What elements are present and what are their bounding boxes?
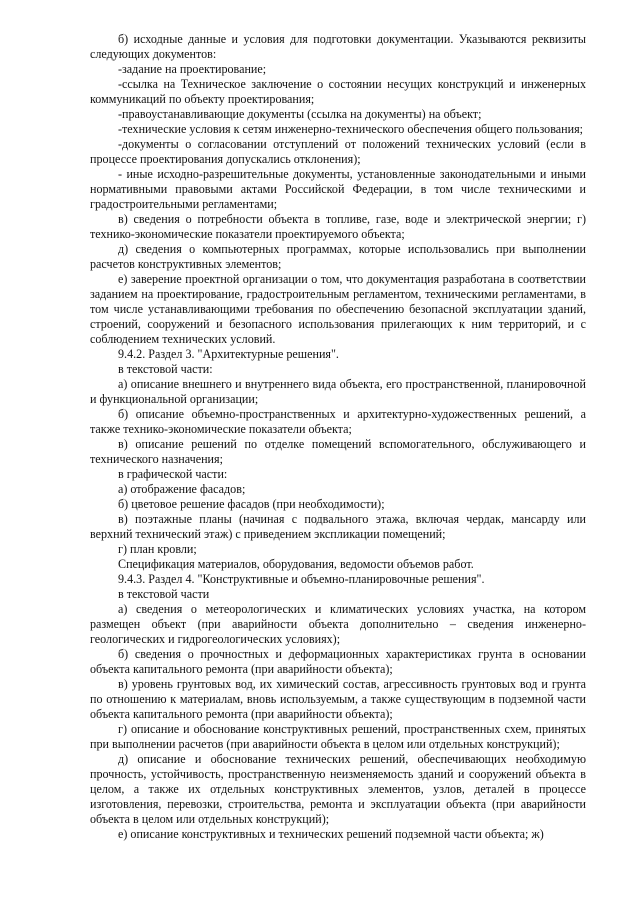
list-item-other-permits: - иные исходно-разрешительные документы, установленные законодательными и иными нормативными правовыми актами Российской Федерации, в том числе техническими и градостроительными регламентами; (90, 167, 586, 211)
list-item-floor-plans: в) поэтажные планы (начиная с подвального этажа, включая чердак, мансарду или верхний технический этаж) с приведением экспликации помещений; (90, 512, 586, 541)
paragraph-resource-needs: в) сведения о потребности объекта в топливе, газе, воде и электрической энергии; г) технико-экономические показатели проектируемого объекта; (90, 212, 586, 241)
list-item-title-documents: -правоустанавливающие документы (ссылка на документы) на объект; (118, 107, 482, 121)
paragraph-technical-solutions: д) описание и обоснование технических решений, обеспечивающих необходимую прочность, устойчивость, пространственную неизменяемость зданий и сооружений объекта в целом, а также их отдельных конструктивных элементов, узлов, деталей в процессе изготовления, перевозки, строительства, ремонта и эксплуатации объекта (при аварийности объекта в целом или отдельных конструкций); (90, 752, 586, 826)
list-item-deviation-documents: -документы о согласовании отступлений от положений технических условий (если в процессе проектирования допускались отклонения); (90, 137, 586, 166)
subheading-text-part-2: в текстовой части (118, 587, 210, 601)
paragraph-specification: Спецификация материалов, оборудования, ведомости объемов работ. (118, 557, 474, 571)
paragraph-soil: б) сведения о прочностных и деформационных характеристиках грунта в основании объекта капитального ремонта (при аварийности объекта); (90, 647, 586, 676)
paragraph-initial-data: б) исходные данные и условия для подготовки документации. Указываются реквизиты следующих документов: (90, 32, 586, 61)
subheading-graphic-part: в графической части: (118, 467, 228, 481)
list-item-technical-conclusion: -ссылка на Техническое заключение о состоянии несущих конструкций и инженерных коммуникаций по объекту проектирования; (90, 77, 586, 106)
paragraph-volume-solutions: б) описание объемно-пространственных и архитектурно-художественных решений, а также технико-экономические показатели объекта; (90, 407, 586, 436)
document-page (90, 32, 586, 842)
paragraph-climate: а) сведения о метеорологических и климатических условиях участка, на котором размещен объект (при аварийности объекта дополнительно – сведения инженерно-геологических и гидрогеологических условиях); (90, 602, 586, 646)
section-heading-structural: 9.4.3. Раздел 4. "Конструктивные и объемно-планировочные решения". (118, 572, 485, 586)
subheading-text-part: в текстовой части: (118, 362, 213, 376)
paragraph-appearance: а) описание внешнего и внутреннего вида объекта, его пространственной, планировочной и функциональной организации; (90, 377, 586, 406)
paragraph-underground: е) описание конструктивных и технических решений подземной части объекта; ж) (118, 827, 544, 841)
list-item-roof-plan: г) план кровли; (118, 542, 197, 556)
paragraph-finishing: в) описание решений по отделке помещений вспомогательного, обслуживающего и технического назначения; (90, 437, 586, 466)
paragraph-software: д) сведения о компьютерных программах, которые использовались при выполнении расчетов конструктивных элементов; (90, 242, 586, 271)
list-item-technical-conditions: -технические условия к сетям инженерно-технического обеспечения общего пользования; (118, 122, 584, 136)
list-item-facade-colors: б) цветовое решение фасадов (при необходимости); (118, 497, 385, 511)
list-item-design-assignment: -задание на проектирование; (118, 62, 267, 76)
section-heading-architecture: 9.4.2. Раздел 3. "Архитектурные решения". (118, 347, 339, 361)
paragraph-structural-solutions: г) описание и обоснование конструктивных решений, пространственных схем, принятых при выполнении расчетов (при аварийности объекта в целом или отдельных конструкций); (90, 722, 586, 751)
paragraph-assurance: е) заверение проектной организации о том, что документация разработана в соответствии заданием на проектирование, градостроительным регламентом, техническими регламентами, в том числе устанавливающими требования по обеспечению безопасной эксплуатации зданий, строений, сооружений и безопасного использования прилегающих к ним территорий, и с соблюдением технических условий. (90, 272, 586, 346)
list-item-facades: а) отображение фасадов; (118, 482, 246, 496)
paragraph-groundwater: в) уровень грунтовых вод, их химический состав, агрессивность грунтовых вод и грунта по отношению к материалам, вновь используемым, а также существующим в подземной части объекта капитального ремонта (при аварийности объекта); (90, 677, 586, 721)
